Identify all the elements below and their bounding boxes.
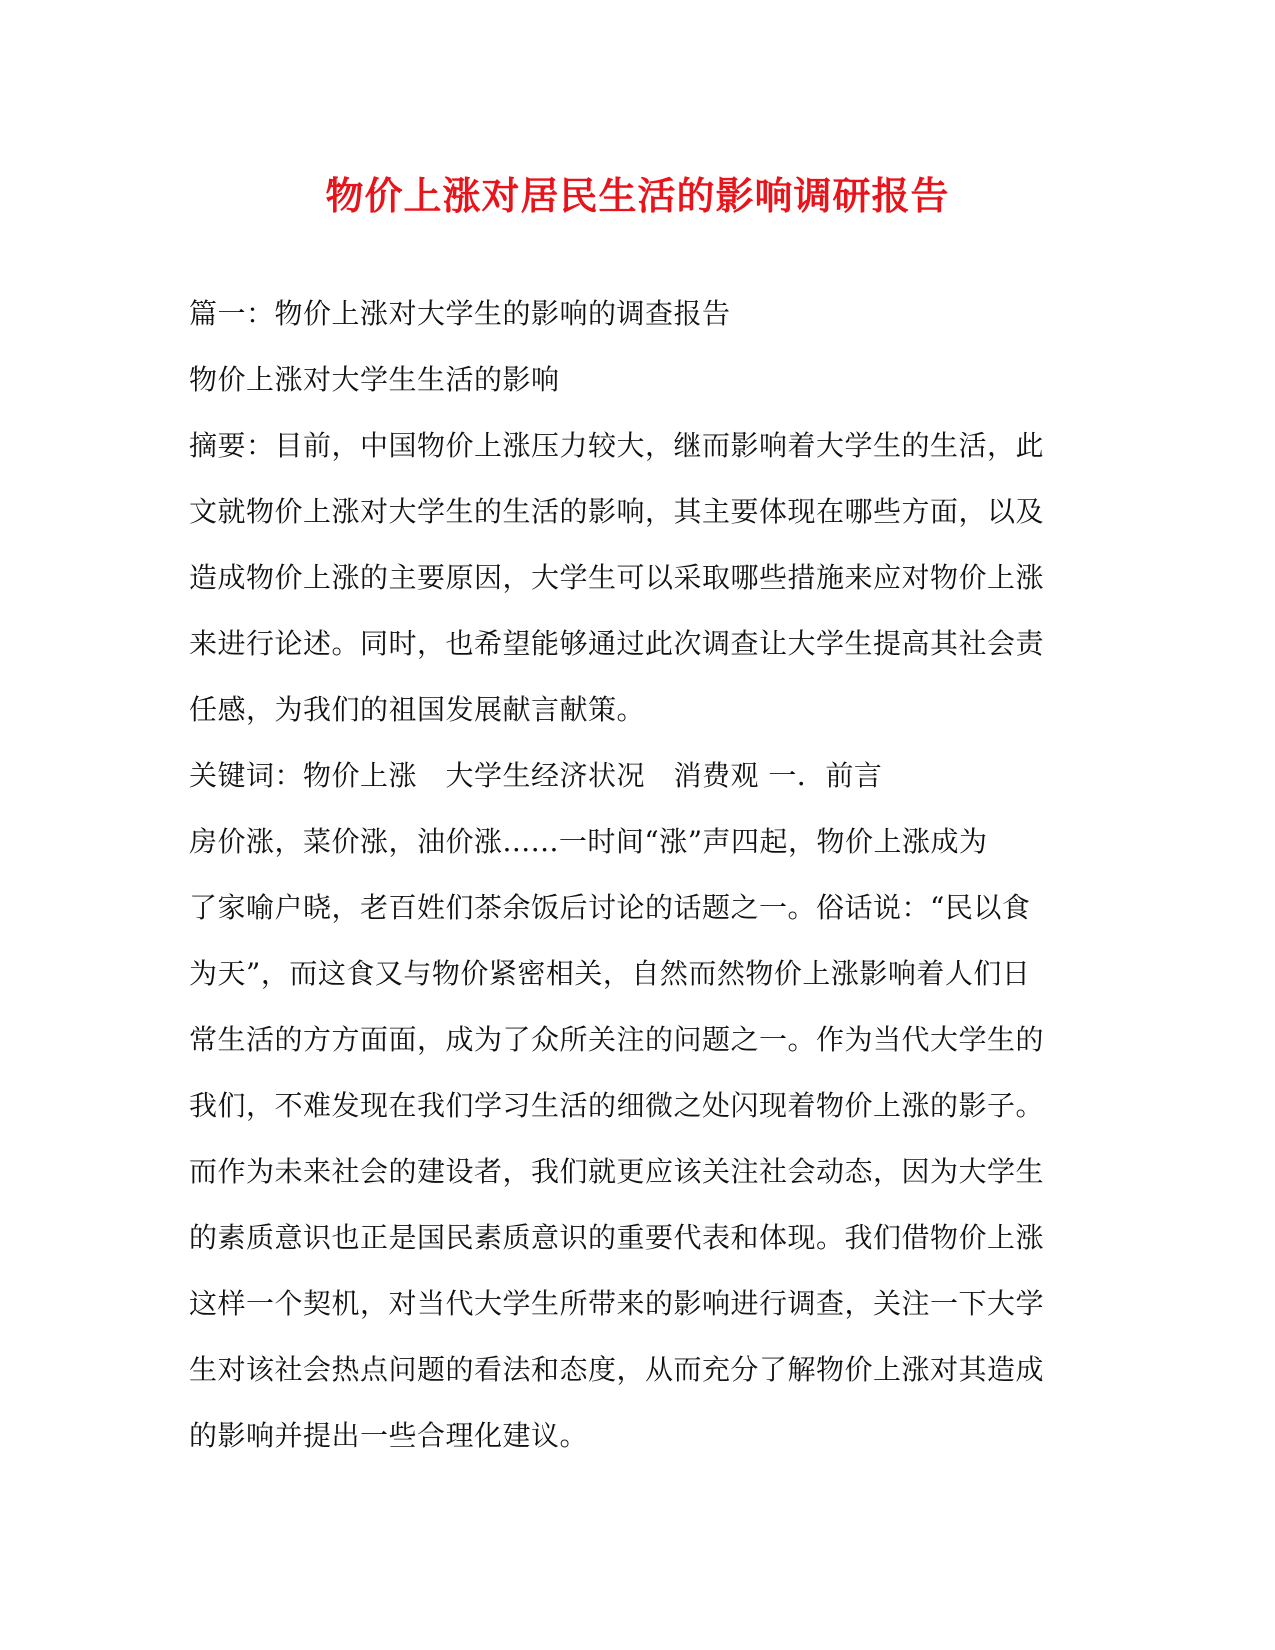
text-line: 房价涨，菜价涨，油价涨......一时间“涨”声四起，物价上涨成为 bbox=[189, 825, 988, 858]
text-line: 了家喻户晓，老百姓们茶余饭后讨论的话题之一。俗话说：“民以食 bbox=[189, 891, 1031, 924]
text-line: 摘要：目前，中国物价上涨压力较大，继而影响着大学生的生活，此 bbox=[189, 429, 1045, 462]
text-line: 的影响并提出一些合理化建议。 bbox=[189, 1419, 589, 1452]
text-line: 生对该社会热点问题的看法和态度，从而充分了解物价上涨对其造成 bbox=[189, 1353, 1045, 1386]
text-line: 来进行论述。同时，也希望能够通过此次调查让大学生提高其社会责 bbox=[189, 627, 1045, 660]
text-line: 篇一：物价上涨对大学生的影响的调查报告 bbox=[189, 297, 731, 330]
document-title: 物价上涨对居民生活的影响调研报告 bbox=[325, 173, 950, 218]
document-body bbox=[189, 281, 1069, 1469]
text-line: 为天”，而这食又与物价紧密相关，自然而然物价上涨影响着人们日 bbox=[189, 957, 1031, 990]
text-line: 任感，为我们的祖国发展献言献策。 bbox=[189, 693, 646, 726]
text-line: 物价上涨对大学生生活的影响 bbox=[189, 363, 560, 396]
text-line: 的素质意识也正是国民素质意识的重要代表和体现。我们借物价上涨 bbox=[189, 1221, 1045, 1254]
text-line: 常生活的方方面面，成为了众所关注的问题之一。作为当代大学生的 bbox=[189, 1023, 1045, 1056]
text-line: 而作为未来社会的建设者，我们就更应该关注社会动态，因为大学生 bbox=[189, 1155, 1045, 1188]
text-line: 造成物价上涨的主要原因，大学生可以采取哪些措施来应对物价上涨 bbox=[189, 561, 1045, 594]
text-line: 关键词：物价上涨 大学生经济状况 消费观 一．前言 bbox=[189, 759, 883, 792]
text-line: 我们，不难发现在我们学习生活的细微之处闪现着物价上涨的影子。 bbox=[189, 1089, 1045, 1122]
text-line: 这样一个契机，对当代大学生所带来的影响进行调查，关注一下大学 bbox=[189, 1287, 1045, 1320]
text-line: 文就物价上涨对大学生的生活的影响，其主要体现在哪些方面，以及 bbox=[189, 495, 1045, 528]
